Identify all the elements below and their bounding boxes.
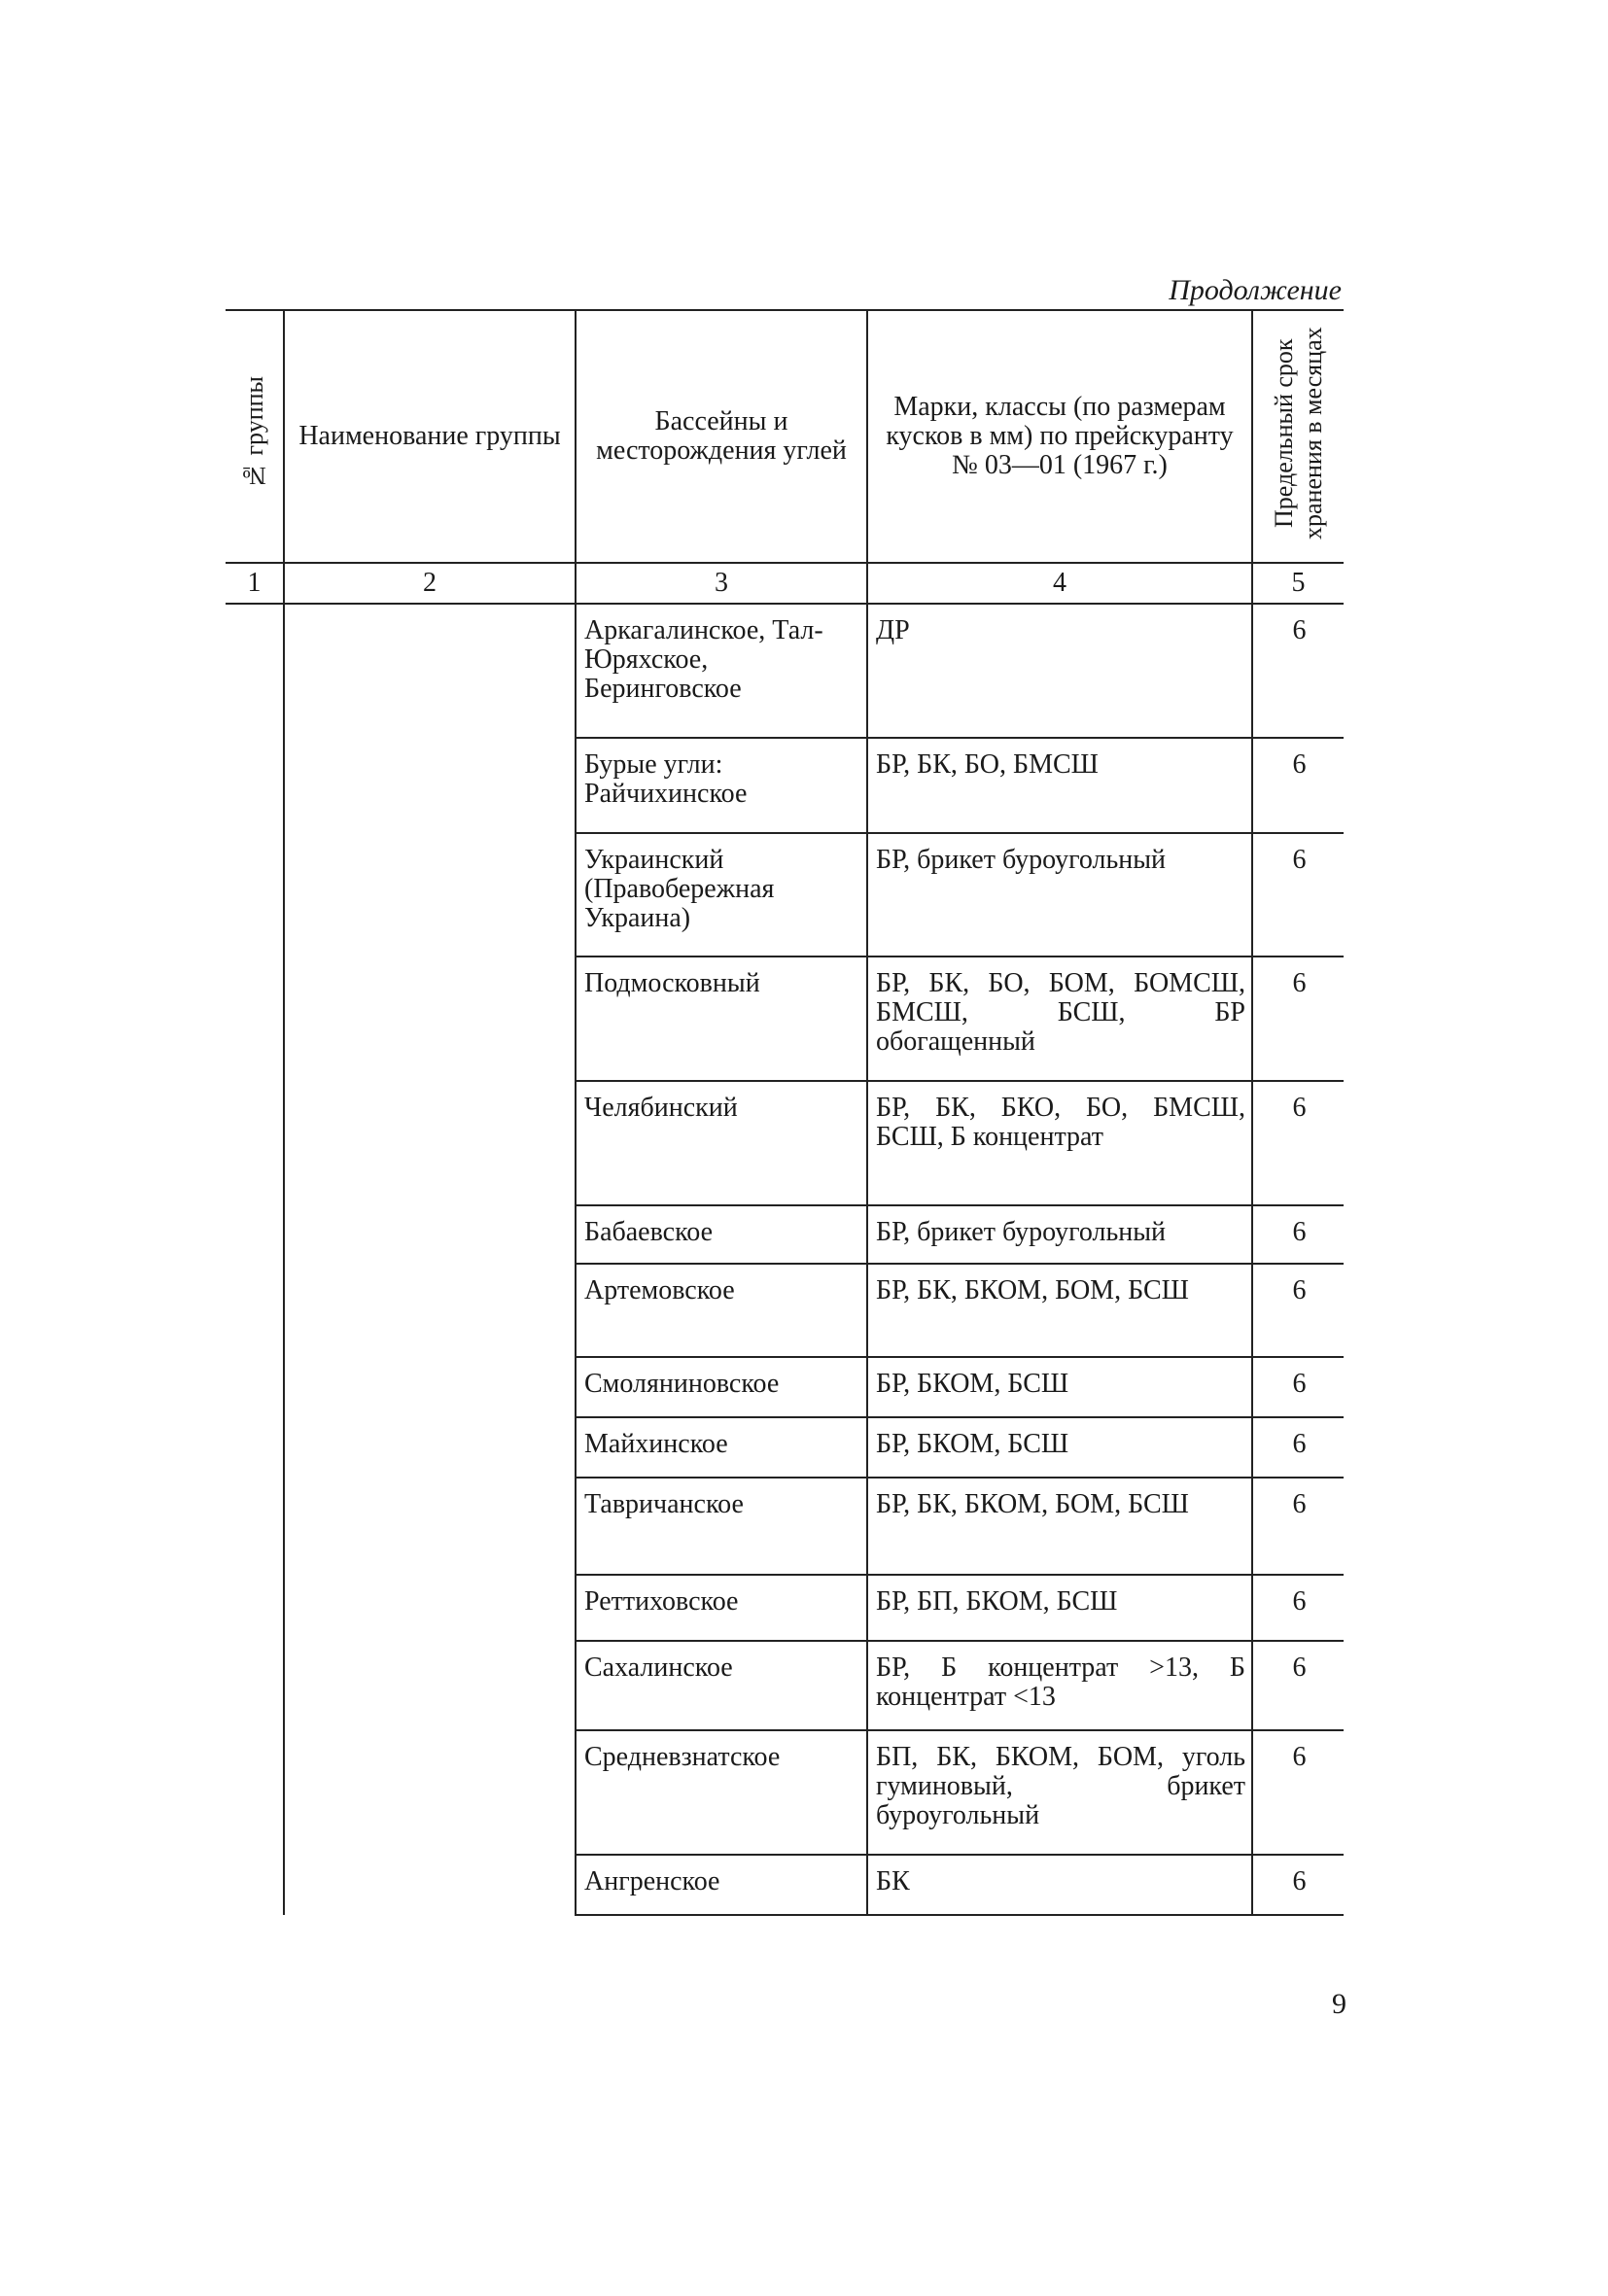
header-group-number: № группы: [226, 310, 284, 563]
column-number-row: [226, 563, 1344, 604]
storage-cell: 6: [1252, 604, 1344, 738]
marks-cell: БР, БП, БКОМ, БСШ: [867, 1575, 1252, 1641]
marks-cell: БР, БК, БО, БОМ, БОМСШ, БМСШ, БСШ, БР обогащенный: [867, 957, 1252, 1081]
deposit-cell: Майхинское: [576, 1417, 867, 1478]
deposit-cell: Бурые угли: Райчихинское: [576, 738, 867, 833]
storage-cell: 6: [1252, 1855, 1344, 1915]
marks-cell: БП, БК, БКОМ, БОМ, уголь гуминовый, брикет буроугольный: [867, 1730, 1252, 1855]
marks-cell: БК: [867, 1855, 1252, 1915]
deposit-cell: Подмосковный: [576, 957, 867, 1081]
deposit-cell: Смоляниновское: [576, 1357, 867, 1417]
marks-cell: БР, БКОМ, БСШ: [867, 1357, 1252, 1417]
marks-cell: БР, БК, БКОМ, БОМ, БСШ: [867, 1478, 1252, 1575]
table-header-row: [226, 310, 1344, 563]
table-row: [226, 604, 1344, 738]
marks-cell: ДР: [867, 604, 1252, 738]
marks-cell: БР, брикет буроугольный: [867, 1205, 1252, 1264]
marks-cell: БР, БК, БО, БМСШ: [867, 738, 1252, 833]
marks-cell: БР, Б концентрат >13, Б концентрат <13: [867, 1641, 1252, 1730]
continuation-label: Продолжение: [1169, 274, 1342, 306]
storage-cell: 6: [1252, 1205, 1344, 1264]
header-group-name: Наименование группы: [284, 310, 576, 563]
storage-cell: 6: [1252, 833, 1344, 957]
storage-cell: 6: [1252, 1575, 1344, 1641]
storage-cell: 6: [1252, 738, 1344, 833]
storage-cell: 6: [1252, 957, 1344, 1081]
marks-cell: БР, БК, БКОМ, БОМ, БСШ: [867, 1264, 1252, 1357]
storage-cell: 6: [1252, 1081, 1344, 1205]
storage-cell: 6: [1252, 1730, 1344, 1855]
group-name-cell: [284, 604, 576, 1915]
column-number: 1: [226, 563, 284, 604]
deposit-cell: Ангренское: [576, 1855, 867, 1915]
deposit-cell: Сахалинское: [576, 1641, 867, 1730]
deposit-cell: Реттиховское: [576, 1575, 867, 1641]
storage-cell: 6: [1252, 1417, 1344, 1478]
marks-cell: БР, БКОМ, БСШ: [867, 1417, 1252, 1478]
storage-cell: 6: [1252, 1264, 1344, 1357]
deposit-cell: Средневзнатское: [576, 1730, 867, 1855]
header-storage-period: Предельный срок хранения в месяцах: [1252, 310, 1344, 563]
deposit-cell: Украинский (Правобережная Украина): [576, 833, 867, 957]
group-number-cell: [226, 604, 284, 1915]
marks-cell: БР, БК, БКО, БО, БМСШ, БСШ, Б концентрат: [867, 1081, 1252, 1205]
header-deposits: Бассейны и месторождения углей: [576, 310, 867, 563]
header-marks: Марки, классы (по размерам кусков в мм) по прейскуранту № 03—01 (1967 г.): [867, 310, 1252, 563]
storage-cell: 6: [1252, 1478, 1344, 1575]
storage-cell: 6: [1252, 1357, 1344, 1417]
deposit-cell: Аркагалинское, Тал-Юряхское, Беринговское: [576, 604, 867, 738]
column-number: 2: [284, 563, 576, 604]
deposit-cell: Артемовское: [576, 1264, 867, 1357]
column-number: 3: [576, 563, 867, 604]
column-number: 5: [1252, 563, 1344, 604]
page-number: 9: [1332, 1988, 1346, 2020]
storage-cell: 6: [1252, 1641, 1344, 1730]
deposit-cell: Бабаевское: [576, 1205, 867, 1264]
coal-storage-table: [226, 309, 1344, 1916]
deposit-cell: Челябинский: [576, 1081, 867, 1205]
deposit-cell: Тавричанское: [576, 1478, 867, 1575]
column-number: 4: [867, 563, 1252, 604]
marks-cell: БР, брикет буроугольный: [867, 833, 1252, 957]
